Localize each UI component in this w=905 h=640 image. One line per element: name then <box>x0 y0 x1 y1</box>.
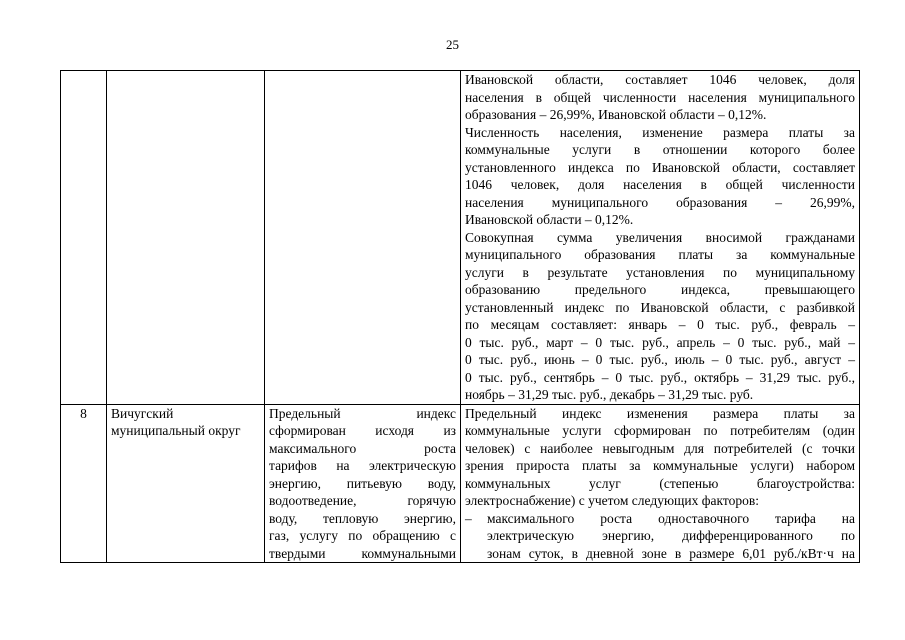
text-line: твердыми коммунальными <box>269 545 456 561</box>
text-line: максимального роста <box>269 440 456 456</box>
text-line: электрическую энергию, дифференцированного по <box>487 528 855 543</box>
text-line: максимального роста одноставочного тарифа на <box>487 510 855 526</box>
paragraph <box>465 229 855 404</box>
text-line: энергию, питьевую воду, <box>269 475 456 491</box>
table-row-8 <box>61 404 860 563</box>
text-line: установленный индекс по Ивановской области, с разбивкой <box>465 299 855 315</box>
text-line: человек) с наиболее невыгодным для потребителей (с точки <box>465 440 855 456</box>
text-line: по месяцам составляет: январь – 0 тыс. руб., февраль – <box>465 317 855 332</box>
paragraph <box>465 405 855 510</box>
page-number: 25 <box>446 37 459 52</box>
text-line: водоотведение, горячую <box>269 493 456 508</box>
paragraph <box>465 124 855 229</box>
text-line: 1046 человек, доля населения в общей численности <box>465 177 855 192</box>
text-line: 0 тыс. руб., июнь – 0 тыс. руб., июль – 0 тыс. руб., август – <box>465 352 855 367</box>
text-line: муниципального образования платы за коммунальные <box>465 247 855 262</box>
list-item-text <box>487 510 855 563</box>
text-line: сформирован исходя из <box>269 423 456 438</box>
text-line: электроснабжение) с учетом следующих факторов: <box>465 493 759 508</box>
text-line: воду, тепловую энергию, <box>269 510 456 526</box>
cell-index-basis <box>265 404 461 563</box>
cell-number <box>61 71 107 405</box>
cell-number <box>61 404 107 563</box>
text-line: муниципальный округ <box>111 423 241 438</box>
text-line: коммунальных услуг (степенью благоустройства: <box>465 475 855 491</box>
cell-municipality <box>107 404 265 563</box>
text-line: ноябрь – 31,29 тыс. руб., декабрь – 31,29 тыс. руб. <box>465 387 754 402</box>
text-line: 0 тыс. руб., сентябрь – 0 тыс. руб., октябрь – 31,29 тыс. руб., <box>465 369 855 385</box>
text-line: тарифов на электрическую <box>269 458 456 473</box>
text-line: зрения прироста платы за коммунальные услуги) набором <box>465 458 855 473</box>
text-line: Вичугский <box>111 405 174 421</box>
text-line: зонам суток, в дневной зоне в размере 6,01 руб./кВт·ч на <box>487 545 855 561</box>
cell-municipality <box>107 71 265 405</box>
row-number: 8 <box>80 405 87 421</box>
paragraph <box>465 71 855 124</box>
text-line: установленного индекса по Ивановской области, составляет <box>465 159 855 175</box>
text-line: Численность населения, изменение размера платы за <box>465 124 855 140</box>
list-item <box>465 510 855 563</box>
text-line: 0 тыс. руб., март – 0 тыс. руб., апрель – 0 тыс. руб., май – <box>465 334 855 350</box>
paragraph <box>269 405 456 563</box>
text-line: образования – 26,99%, Ивановской области – 0,12%. <box>465 107 767 122</box>
text-line: Предельный индекс <box>269 405 456 421</box>
text-line: Предельный индекс изменения размера платы за <box>465 405 855 421</box>
text-line: газ, услугу по обращению с <box>269 528 456 543</box>
text-line: коммунальные услуги сформирован по потребителям (один <box>465 423 855 438</box>
table-row-continued <box>61 71 860 405</box>
text-line: Ивановской области – 0,12%. <box>465 212 634 227</box>
cell-index-basis <box>265 71 461 405</box>
text-line: услуги в результате установления по муниципальному <box>465 264 855 280</box>
text-line: Ивановской области, составляет 1046 человек, доля <box>465 72 855 87</box>
text-line: образованию предельного индекса, превышающего <box>465 282 855 297</box>
municipality-name <box>111 405 260 440</box>
cell-description <box>461 404 860 563</box>
text-line: населения в общей численности населения муниципального <box>465 89 855 105</box>
list-dash: – <box>465 510 472 526</box>
text-line: коммунальные услуги в отношении которого более <box>465 142 855 157</box>
text-line: населения муниципального образования – 26,99%, <box>465 194 855 210</box>
cell-description <box>461 71 860 405</box>
document-table <box>60 70 860 563</box>
text-line: Совокупная сумма увеличения вносимой гражданами <box>465 229 855 245</box>
